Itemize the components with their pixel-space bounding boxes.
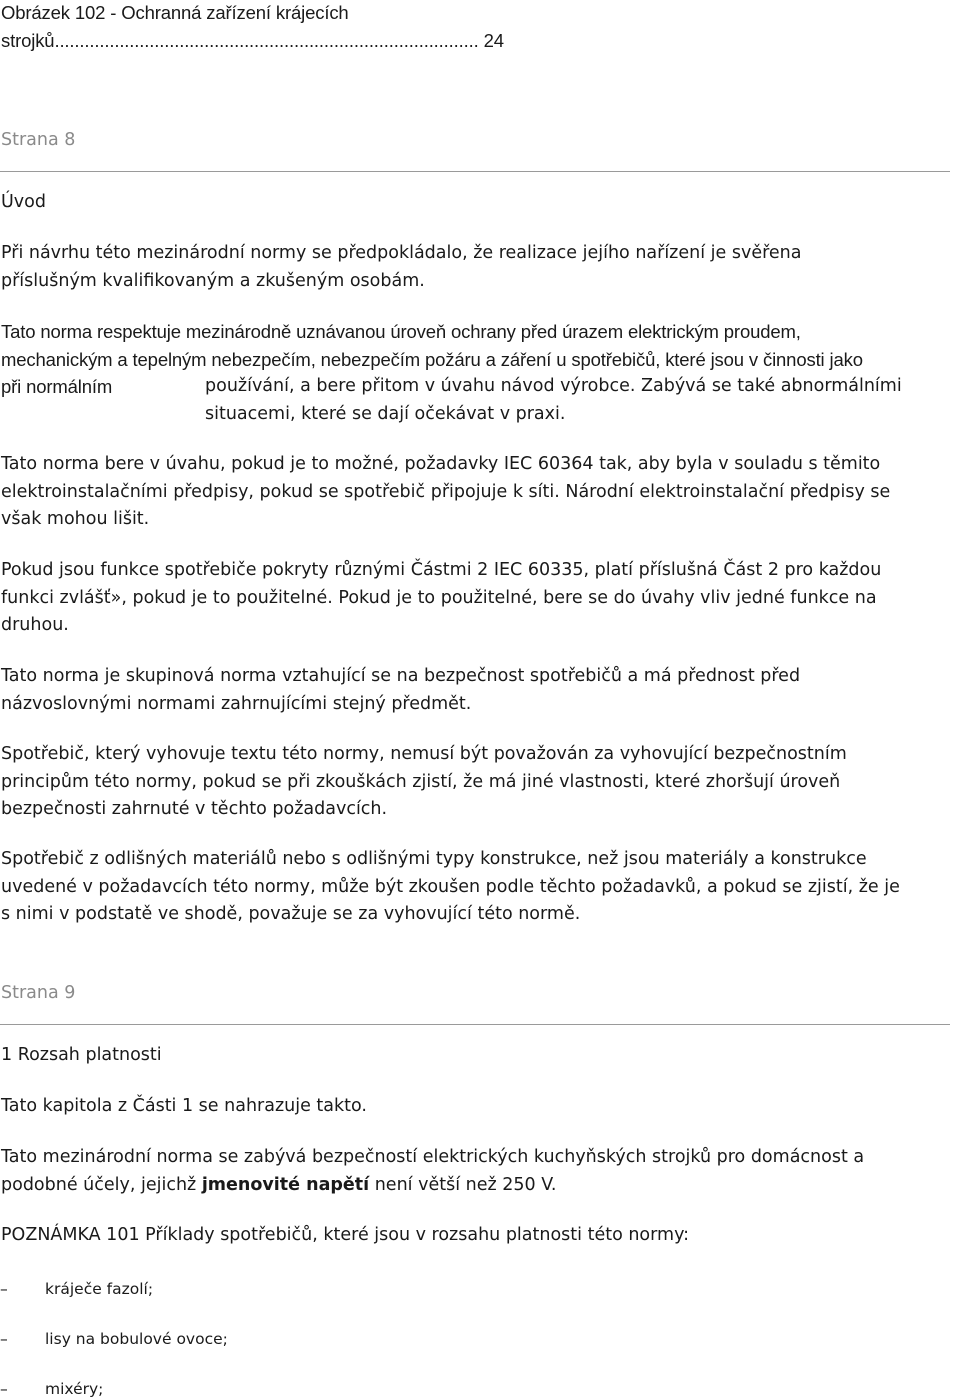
paragraph: Spotřebič z odlišných materiálů nebo s odlišnými typy konstrukce, než jsou materiály a konstrukce uvedené v požadavcích této normy, může být zkoušen podle těchto požadavků, a pokud se zjistí, že je s nimi v podstatě ve shodě, považuje se za vyhovující této normě. bbox=[1, 849, 900, 924]
paragraph: Při návrhu této mezinárodní normy se předpokládalo, že realizace jejího nařízení je svěřena příslušným kvalifikovaným a zkušeným osobám. bbox=[1, 243, 802, 291]
paragraph: Tato norma bere v úvahu, pokud je to možné, požadavky IEC 60364 tak, aby byla v souladu s těmito elektroinstalačními předpisy, pokud se spotřebič připojuje k síti. Národní elektroinstalační předpisy se však mohou lišit. bbox=[1, 454, 891, 529]
list-dash: – bbox=[0, 1280, 8, 1298]
paragraph bbox=[1, 1144, 864, 1199]
page-label-9: Strana 9 bbox=[1, 983, 76, 1003]
page-label-8: Strana 8 bbox=[1, 130, 76, 150]
note: POZNÁMKA 101 Příklady spotřebičů, které jsou v rozsahu platnosti této normy: bbox=[1, 1225, 690, 1245]
paragraph-narrow: Tato norma respektuje mezinárodně uznávanou úroveň ochrany před úrazem elektrickým proudem, mechanickým a tepelným nebezpečím, nebezpečím požáru a záření u spotřebičů, které jsou v činnosti jako při normálním bbox=[1, 321, 863, 397]
page-divider bbox=[0, 1024, 950, 1025]
toc-entry-leader: ..................................................................................... bbox=[54, 29, 479, 51]
toc-entry[interactable] bbox=[1, 0, 504, 54]
section-heading-uvod: Úvod bbox=[1, 192, 46, 212]
paragraph: Spotřebič, který vyhovuje textu této normy, nemusí být považován za vyhovující bezpečnostním principům této normy, pokud se při zkouškách zjistí, že má jiné vlastnosti, které zhoršují úroveň bezpečnosti zahrnuté v těchto požadavcích. bbox=[1, 744, 847, 819]
toc-entry-page: 24 bbox=[483, 29, 504, 51]
paragraph: Pokud jsou funkce spotřebiče pokryty různými Částmi 2 IEC 60335, platí příslušná Část 2 pro každou funkci zvlášť», pokud je to použitelné. Pokud je to použitelné, bere se do úvahy vliv jedné funkce na druhou. bbox=[1, 560, 882, 635]
page-divider bbox=[0, 171, 950, 172]
list-dash: – bbox=[0, 1380, 8, 1398]
paragraph-text: není větší než 250 V. bbox=[369, 1174, 557, 1195]
list-item-text: kráječe fazolí; bbox=[45, 1280, 154, 1298]
defined-term: jmenovité napětí bbox=[201, 1174, 370, 1195]
paragraph: používání, a bere přitom v úvahu návod výrobce. Zabývá se také abnormálními situacemi, které se dají očekávat v praxi. bbox=[205, 376, 902, 424]
section-heading-scope: 1 Rozsah platnosti bbox=[1, 1045, 162, 1065]
list-dash: – bbox=[0, 1330, 8, 1348]
toc-entry-text: Obrázek 102 - Ochranná zařízení krájecích strojků bbox=[1, 2, 349, 51]
paragraph: Tato norma je skupinová norma vztahující se na bezpečnost spotřebičů a má přednost před názvoslovnými normami zahrnujícími stejný předmět. bbox=[1, 666, 801, 714]
paragraph: Tato kapitola z Části 1 se nahrazuje takto. bbox=[1, 1096, 367, 1116]
paragraph-text: Tato mezinárodní norma se zabývá bezpečností elektrických kuchyňských strojků pro domácnost a podobné účely, jejichž bbox=[1, 1147, 865, 1195]
list-item-text: lisy na bobulové ovoce; bbox=[45, 1330, 228, 1348]
list-item-text: mixéry; bbox=[45, 1380, 104, 1398]
